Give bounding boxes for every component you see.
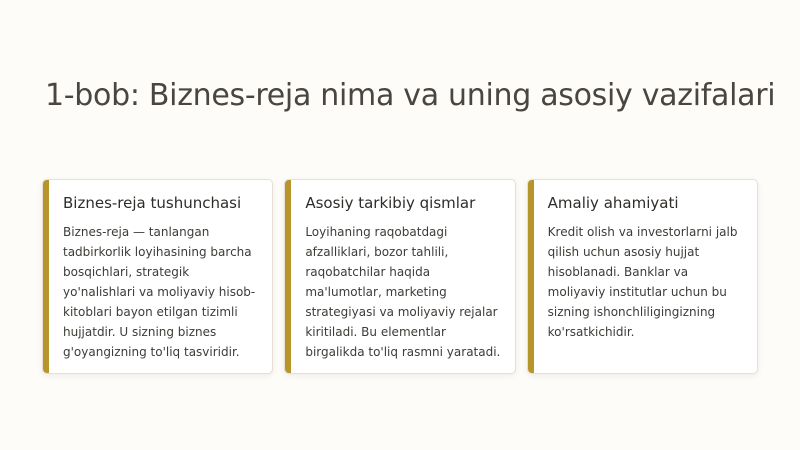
card-title: Biznes-reja tushunchasi: [63, 194, 242, 212]
card-components: [284, 179, 515, 374]
card-practical-value: [527, 179, 758, 374]
card-body: Kredit olish va investorlarni jalb qilish uchun asosiy hujjat hisoblanadi. Banklar va moliyaviy institutlar uchun bu sizning ishonchliligingizning ko'rsatkichidir.: [547, 225, 738, 339]
card-title: Amaliy ahamiyati: [547, 194, 679, 212]
slide-title: 1-bob: Biznes-reja nima va uning asosiy vazifalari: [45, 78, 776, 113]
card-concept: [42, 179, 273, 374]
card-body: Loyihaning raqobatdagi afzalliklari, bozor tahlili, raqobatchilar haqida ma'lumotlar, marketing strategiyasi va moliyaviy rejalar kiritiladi. Bu elementlar birgalikda to'liq rasmni yaratadi.: [305, 225, 501, 359]
card-body: Biznes-reja — tanlangan tadbirkorlik loyihasining barcha bosqichlari, strategik yo'nalishlari va moliyaviy hisob-kitoblari bayon etilgan tizimli hujjatdir. U sizning biznes g'oyangizning to'liq tasviridir.: [63, 225, 256, 359]
card-title: Asosiy tarkibiy qismlar: [305, 194, 476, 212]
cards-row: [42, 179, 758, 374]
